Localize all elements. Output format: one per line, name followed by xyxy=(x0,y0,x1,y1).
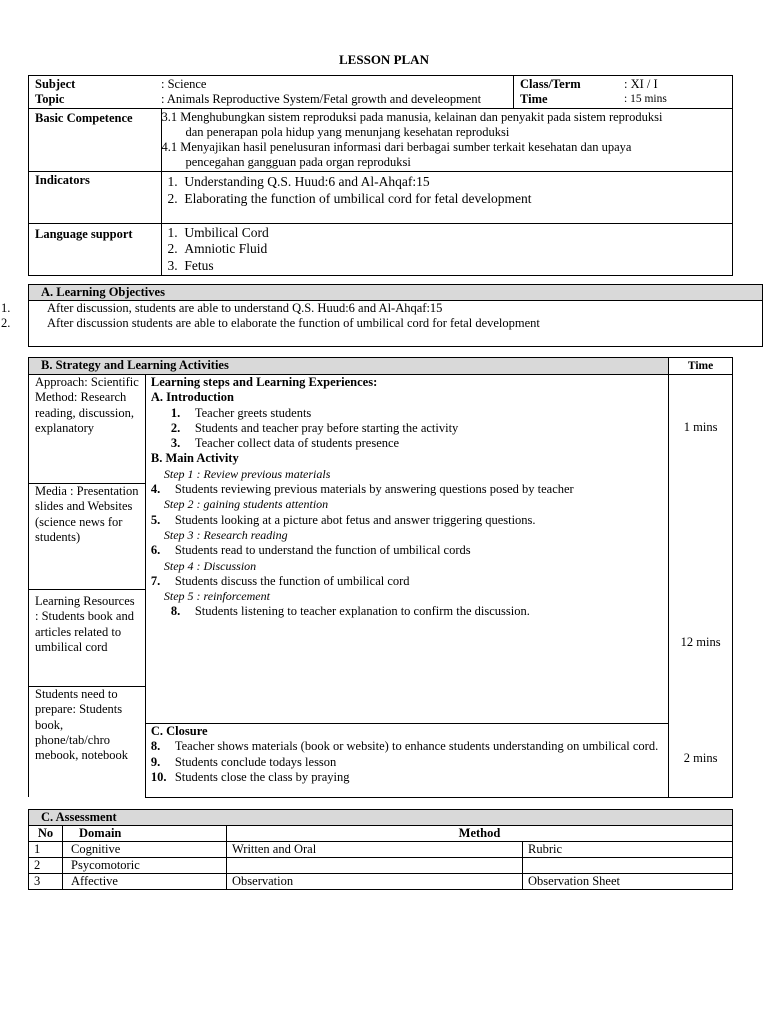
class-value: : XI / I xyxy=(624,77,658,91)
subject-value: : Science xyxy=(161,77,207,91)
objective-num-2: 2. xyxy=(1,316,11,331)
col-no: No xyxy=(37,826,54,840)
row-no: 3 xyxy=(29,874,63,890)
bc-cont-2: pencegahan gangguan pada organ reproduksi xyxy=(185,155,411,170)
bc-text-1: Menghubungkan sistem reproduksi pada manusia, kelainan dan penyakit pada sistem reproduksi xyxy=(180,109,663,124)
row-method-1: Written and Oral xyxy=(227,842,523,858)
step-4: Step 4 : Discussion xyxy=(163,558,257,573)
strategy-heading: B. Strategy and Learning Activities xyxy=(41,358,229,372)
lang-num-1: 1. xyxy=(167,224,178,240)
topic-label: Topic xyxy=(35,92,65,107)
bc-text-2: Menyajikan hasil penelusuran informasi dari berbagai sumber terkait kesehatan dan upaya xyxy=(180,140,632,155)
activity-num-10: 9. xyxy=(150,754,161,769)
col-domain: Domain xyxy=(79,826,122,840)
prepare-text: Students need to prepare: Students book, phone/tab/chro mebook, notebook xyxy=(35,687,129,763)
activity-7: Students discuss the function of umbilical cord xyxy=(174,573,410,588)
activity-8: Students listening to teacher explanation to confirm the discussion. xyxy=(194,604,530,619)
intro-num-1: 1. xyxy=(170,405,181,420)
row-method-2: Observation Sheet xyxy=(523,874,733,890)
indicator-num-1: 1. xyxy=(167,173,178,189)
row-no: 1 xyxy=(29,842,63,858)
lang-num-2: 2. xyxy=(167,241,178,257)
activity-num-4: 4. xyxy=(150,482,161,497)
media-text: Media : Presentation slides and Websites (science news for students) xyxy=(29,484,145,590)
lang-num-3: 3. xyxy=(167,257,178,273)
indicator-1: Understanding Q.S. Huud:6 and Al-Ahqaf:15 xyxy=(184,173,430,189)
intro-3: Teacher collect data of students presence xyxy=(194,436,400,451)
objective-2: After discussion students are able to elaborate the function of umbilical cord for fetal development xyxy=(47,316,540,331)
intro-2: Students and teacher pray before starting the activity xyxy=(194,420,459,435)
row-domain: Affective xyxy=(63,874,227,890)
time-label: Time xyxy=(520,92,548,107)
basic-competence-label: Basic Competence xyxy=(35,110,133,125)
table-row xyxy=(29,842,733,858)
intro-num-3: 3. xyxy=(170,436,181,451)
row-method-2: Rubric xyxy=(523,842,733,858)
indicator-num-2: 2. xyxy=(167,190,178,206)
lang-2: Amniotic Fluid xyxy=(184,241,268,257)
time-heading: Time xyxy=(687,360,714,372)
intro-num-2: 2. xyxy=(170,420,181,435)
closure-title: C. Closure xyxy=(150,724,208,738)
assessment-heading: C. Assessment xyxy=(41,810,117,824)
activity-num-11: 10. xyxy=(150,769,167,784)
page-title: LESSON PLAN xyxy=(339,52,429,67)
row-no: 2 xyxy=(29,858,63,874)
bc-num-2: 4.1 xyxy=(161,140,178,155)
indicator-2: Elaborating the function of umbilical cord for fetal development xyxy=(184,190,532,206)
main-title: B. Main Activity xyxy=(150,451,239,466)
intro-title: A. Introduction xyxy=(150,390,234,405)
lang-3: Fetus xyxy=(184,257,214,273)
time-intro: 1 mins xyxy=(683,420,718,434)
activity-9: Teacher shows materials (book or website) to enhance students understanding on umbilical cord. xyxy=(174,739,659,754)
time-value: : 15 mins xyxy=(624,93,667,106)
row-domain: Cognitive xyxy=(63,842,227,858)
activity-11: Students close the class by praying xyxy=(174,769,350,784)
class-label: Class/Term xyxy=(520,77,581,91)
activity-num-5: 5. xyxy=(150,512,161,527)
table-row xyxy=(29,874,733,890)
row-method-1 xyxy=(227,858,523,874)
approach-text: Approach: Scientific Method: Research reading, discussion, explanatory xyxy=(29,375,145,484)
row-method-1: Observation xyxy=(227,874,523,890)
indicators-label: Indicators xyxy=(35,172,90,187)
intro-1: Teacher greets students xyxy=(194,405,312,420)
activity-num-9: 8. xyxy=(150,739,161,754)
activity-num-7: 7. xyxy=(150,573,161,588)
activity-num-6: 6. xyxy=(150,543,161,558)
step-1: Step 1 : Review previous materials xyxy=(163,466,331,481)
strategy-table xyxy=(28,357,733,798)
topic-value: : Animals Reproductive System/Fetal growth and develeopment xyxy=(161,92,482,107)
time-closure: 2 mins xyxy=(683,751,718,765)
objective-1: After discussion, students are able to understand Q.S. Huud:6 and Al-Ahqaf:15 xyxy=(47,301,443,315)
objectives-heading: A. Learning Objectives xyxy=(41,285,165,299)
header-table xyxy=(28,75,733,276)
row-method-2 xyxy=(523,858,733,874)
bc-num-1: 3.1 xyxy=(161,109,178,124)
objectives-table xyxy=(1,284,763,347)
activity-5: Students looking at a picture abot fetus and answer triggering questions. xyxy=(174,512,536,527)
language-support-label: Language support xyxy=(35,226,133,241)
activity-4: Students reviewing previous materials by answering questions posed by teacher xyxy=(174,482,574,497)
activity-num-8: 8. xyxy=(170,604,181,619)
table-row xyxy=(29,858,733,874)
time-main: 12 mins xyxy=(680,635,721,649)
activity-6: Students read to understand the function of umbilical cords xyxy=(174,543,471,558)
activity-10: Students conclude todays lesson xyxy=(174,754,337,769)
steps-title: Learning steps and Learning Experiences: xyxy=(150,375,378,389)
bc-cont-1: dan penerapan pola hidup yang menunjang kesehatan reproduksi xyxy=(185,124,510,139)
subject-label: Subject xyxy=(35,77,76,91)
step-3: Step 3 : Research reading xyxy=(163,527,288,542)
step-5: Step 5 : reinforcement xyxy=(163,589,270,604)
row-domain: Psycomotoric xyxy=(63,858,227,874)
assessment-table xyxy=(28,809,733,890)
lang-1: Umbilical Cord xyxy=(184,224,269,240)
col-method: Method xyxy=(458,826,501,840)
objective-num-1: 1. xyxy=(1,301,11,315)
resources-text: Learning Resources : Students book and articles related to umbilical cord xyxy=(29,590,145,687)
step-2: Step 2 : gaining students attention xyxy=(163,497,329,512)
